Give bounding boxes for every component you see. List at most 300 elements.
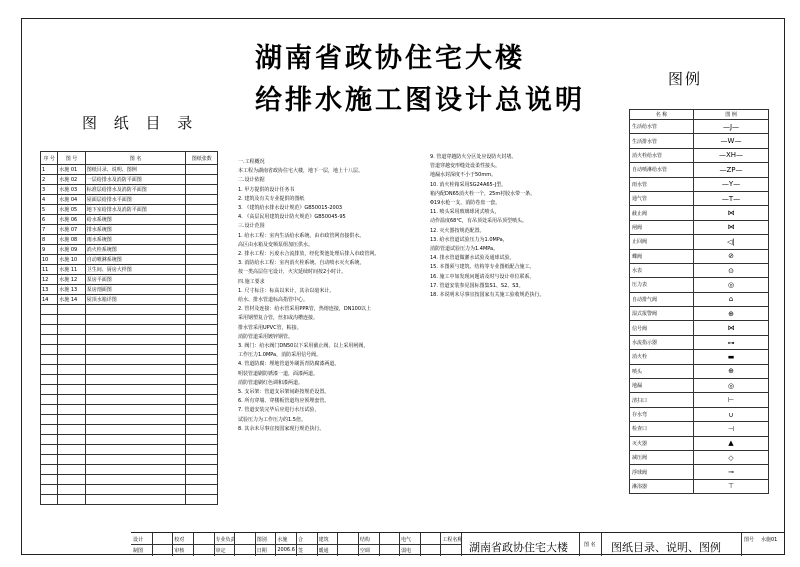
directory-row	[41, 275, 218, 285]
dir-cell-count	[186, 195, 218, 205]
dir-empty-cell	[58, 405, 85, 415]
drawing-name: 图纸目录、说明、图例	[611, 541, 721, 554]
dir-cell-no: 13	[41, 285, 58, 295]
legend-row	[630, 134, 769, 148]
dir-empty-cell	[186, 445, 218, 455]
note-line: 2. 排水工程：污废水合流排放，经化粪池处理后排入市政管网。	[238, 251, 380, 258]
legend-title: 图例	[668, 70, 703, 88]
legend-row	[630, 465, 769, 479]
note-line: 一.工程概况	[238, 159, 265, 165]
legend-symbol-icon: ⌂	[694, 292, 769, 306]
legend-item-name: 通气管	[630, 191, 694, 205]
legend-symbol-icon: ▲	[694, 436, 769, 450]
dir-cell-no: 2	[41, 175, 58, 185]
note-line: 6. 所有穿墙、穿楼板管道均应预埋套管。	[238, 398, 330, 405]
dir-empty-cell	[41, 485, 58, 495]
directory-empty-row	[41, 305, 218, 315]
directory-row	[41, 175, 218, 185]
dir-empty-cell	[186, 325, 218, 335]
dir-empty-cell	[41, 465, 58, 475]
directory-empty-row	[41, 375, 218, 385]
legend-row	[630, 379, 769, 393]
dir-cell-name: 给水系统图	[85, 215, 186, 225]
dir-empty-cell	[186, 305, 218, 315]
dir-empty-cell	[58, 445, 85, 455]
dir-empty-cell	[58, 455, 85, 465]
legend-symbol-icon: ⊕	[694, 364, 769, 378]
directory-row	[41, 265, 218, 275]
directory-row	[41, 225, 218, 235]
legend-item-name: 蝶阀	[630, 249, 694, 263]
dir-empty-cell	[85, 375, 186, 385]
dir-empty-cell	[186, 385, 218, 395]
legend-row	[630, 249, 769, 263]
dir-empty-cell	[186, 315, 218, 325]
legend-row	[630, 263, 769, 277]
dir-cell-no: 9	[41, 245, 58, 255]
dir-empty-cell	[85, 475, 186, 485]
legend-item-name: 地漏	[630, 379, 694, 393]
directory-empty-row	[41, 335, 218, 345]
dir-cell-count	[186, 185, 218, 195]
legend-item-name: 自动喷淋给水管	[630, 163, 694, 177]
dir-cell-code: 水施 07	[58, 225, 85, 235]
note-line: 四.施工要求	[238, 278, 265, 285]
note-line: 14. 排水管道做灌水试验及通球试验。	[430, 255, 515, 262]
note-line: 给水、排水管道标高指管中心。	[238, 297, 309, 304]
legend-row	[630, 163, 769, 177]
legend-row	[630, 350, 769, 364]
dir-empty-cell	[186, 495, 218, 505]
tb-divider	[379, 533, 380, 556]
dir-empty-cell	[85, 365, 186, 375]
dir-cell-code: 水施 13	[58, 285, 85, 295]
dir-empty-cell	[85, 495, 186, 505]
dir-empty-cell	[186, 485, 218, 495]
note-line: 明装管道刷防锈漆一道，面漆两道。	[238, 370, 319, 377]
note-line: 15. 本图须与建筑、结构等专业图纸配合施工。	[430, 264, 535, 271]
tb-divider	[399, 533, 400, 556]
dir-empty-cell	[186, 405, 218, 415]
dir-empty-cell	[41, 325, 58, 335]
directory-row	[41, 295, 218, 305]
note-line: 按一类高层住宅设计，火灾延续时间按2小时计。	[238, 269, 347, 276]
directory-row	[41, 215, 218, 225]
dir-cell-no: 1	[41, 165, 58, 175]
legend-item-name: 止回阀	[630, 235, 694, 249]
directory-row	[41, 235, 218, 245]
tb-divider	[579, 533, 580, 556]
legend-item-name: 消火栓给水管	[630, 148, 694, 162]
dir-cell-code: 水施 09	[58, 245, 85, 255]
dir-cell-no: 14	[41, 295, 58, 305]
directory-empty-row	[41, 445, 218, 455]
dir-cell-name: 屋顶水箱详图	[85, 295, 186, 305]
dir-body	[41, 165, 218, 505]
note-line: 3. 消防给水工程：室内消火栓系统、自动喷水灭火系统，	[238, 260, 365, 267]
dir-cell-no: 5	[41, 205, 58, 215]
tb-field: 制图	[133, 548, 144, 554]
legend-item-name: 减压阀	[630, 450, 694, 464]
tb-field: 工程名称	[442, 537, 463, 543]
dir-empty-cell	[58, 485, 85, 495]
project-name: 湖南省政协住宅大楼	[469, 541, 568, 554]
legend-item-name: 水表	[630, 263, 694, 277]
document-title: 给排水施工图设计总说明	[255, 85, 585, 116]
directory-row	[41, 185, 218, 195]
dir-empty-cell	[85, 455, 186, 465]
dir-cell-no: 4	[41, 195, 58, 205]
legend-item-name: 清扫口	[630, 393, 694, 407]
legend-item-name: 灭火器	[630, 436, 694, 450]
note-line: 高区由水箱及变频泵组加压供水。	[238, 241, 314, 248]
legend-row	[630, 292, 769, 306]
legend-symbol-icon: ◎	[694, 379, 769, 393]
tb-divider	[193, 533, 194, 556]
legend-row	[630, 307, 769, 321]
sheet-label: 图号	[744, 537, 755, 543]
legend-symbol-icon: ⋈	[694, 321, 769, 335]
note-line: 10. 消火栓箱采用SG24A65-J型。	[430, 181, 507, 188]
note-line: 16. 施工中如发现问题请及时与设计单位联系。	[430, 273, 535, 280]
dir-empty-cell	[41, 455, 58, 465]
legend-row	[630, 364, 769, 378]
dir-empty-cell	[41, 315, 58, 325]
note-line: 地漏水封深度不小于50mm。	[430, 172, 497, 179]
dir-empty-cell	[85, 325, 186, 335]
directory-title: 图 纸 目 录	[82, 114, 199, 132]
tb-field: 暖通	[318, 548, 329, 554]
tb-field: 弱电	[401, 548, 412, 554]
dir-empty-cell	[41, 405, 58, 415]
project-title: 湖南省政协住宅大楼	[255, 43, 525, 74]
dir-cell-code: 水施 11	[58, 265, 85, 275]
legend-symbol-icon: —ZP—	[694, 163, 769, 177]
legend-symbol-icon: —W—	[694, 134, 769, 148]
dir-cell-code: 水施 01	[58, 165, 85, 175]
dir-empty-cell	[85, 445, 186, 455]
directory-empty-row	[41, 455, 218, 465]
dir-empty-cell	[186, 365, 218, 375]
legend-item-name: 湿式报警阀	[630, 307, 694, 321]
dir-empty-cell	[186, 375, 218, 385]
legend-item-name: 压力表	[630, 278, 694, 292]
dir-empty-cell	[186, 355, 218, 365]
tb-field: 空调	[359, 548, 370, 554]
tb-field: 审核	[174, 548, 185, 554]
note-line: 5. 支吊架：管道支吊架间距按规范设置。	[238, 389, 330, 396]
legend-body	[630, 120, 769, 494]
dir-empty-cell	[41, 445, 58, 455]
dir-empty-cell	[58, 355, 85, 365]
tb-field: 建筑	[318, 537, 329, 543]
tb-divider	[317, 533, 318, 556]
legend-symbol-icon: —Y—	[694, 177, 769, 191]
legend-row	[630, 422, 769, 436]
dir-header-no: 序 号	[41, 152, 58, 165]
note-line: 采用钢塑复合管，丝扣或沟槽连接。	[238, 315, 319, 322]
legend-item-name: 存水弯	[630, 407, 694, 421]
dir-cell-name: 消火栓系统图	[85, 245, 186, 255]
dir-empty-cell	[85, 315, 186, 325]
tb-divider	[296, 533, 297, 556]
dir-empty-cell	[186, 345, 218, 355]
dir-empty-cell	[41, 495, 58, 505]
legend-item-name: 喷头	[630, 364, 694, 378]
dir-empty-cell	[85, 395, 186, 405]
legend-item-name: 信号阀	[630, 321, 694, 335]
directory-row	[41, 245, 218, 255]
directory-empty-row	[41, 315, 218, 325]
title-block	[131, 532, 785, 556]
note-line: 3. 阀门：给水阀门DN50以下采用截止阀，以上采用闸阀，	[238, 343, 369, 350]
legend-symbol-icon: ⊘	[694, 249, 769, 263]
dir-cell-no: 12	[41, 275, 58, 285]
note-line: 排水管采用UPVC管，粘接。	[238, 324, 302, 331]
dir-empty-cell	[85, 385, 186, 395]
dir-cell-name: 泵房平面图	[85, 275, 186, 285]
note-line: 4. 管道防腐：埋地管道外刷沥青防腐漆两道。	[238, 361, 340, 368]
dir-empty-cell	[85, 435, 186, 445]
note-line: 工作压力1.0MPa，消防采用信号阀。	[238, 352, 322, 359]
dir-empty-cell	[186, 475, 218, 485]
dir-empty-cell	[85, 355, 186, 365]
dir-cell-code: 水施 14	[58, 295, 85, 305]
dir-empty-cell	[58, 385, 85, 395]
dir-empty-cell	[41, 425, 58, 435]
note-line: 动作温度68℃，有吊顶处采用吊顶型喷头。	[430, 218, 527, 225]
legend-row	[630, 148, 769, 162]
dir-cell-code: 水施 10	[58, 255, 85, 265]
legend-item-name: 水流指示器	[630, 335, 694, 349]
note-line: 消防管道采用镀锌钢管。	[238, 333, 294, 340]
dir-cell-count	[186, 225, 218, 235]
dir-cell-code: 水施 06	[58, 215, 85, 225]
legend-symbol-icon: ◁|	[694, 235, 769, 249]
note-line: 消防管道刷红色调和漆两道。	[238, 379, 304, 386]
sheet-number: 水施01	[761, 537, 778, 543]
note-line: 3. 《建筑给水排水设计规范》GB50015-2003	[238, 205, 343, 212]
dir-cell-name: 标准层给排水及消防平面图	[85, 185, 186, 195]
dir-header-code: 图 号	[58, 152, 85, 165]
dir-cell-count	[186, 265, 218, 275]
note-line: 18. 本说明未尽事宜按国家有关施工验收规范执行。	[430, 292, 545, 299]
dir-empty-cell	[41, 375, 58, 385]
legend-item-name: 检查口	[630, 422, 694, 436]
dir-empty-cell	[58, 365, 85, 375]
dir-empty-cell	[58, 475, 85, 485]
directory-empty-row	[41, 475, 218, 485]
legend-symbol-icon: —J—	[694, 120, 769, 134]
dir-cell-count	[186, 205, 218, 215]
dir-cell-name: 排水系统图	[85, 225, 186, 235]
note-line: 三.设计范围	[238, 223, 265, 230]
tb-divider	[152, 533, 153, 556]
legend-row	[630, 479, 769, 493]
legend-item-name: 闸阀	[630, 220, 694, 234]
note-line: 管道穿越变形缝处设柔性接头。	[430, 163, 501, 170]
dir-empty-cell	[58, 465, 85, 475]
legend-symbol-icon: ◎	[694, 278, 769, 292]
note-line: 7. 管道安装完毕后应进行水压试验，	[238, 407, 320, 414]
dir-empty-cell	[58, 395, 85, 405]
tb-divider	[337, 533, 338, 556]
dir-cell-name: 雨水系统图	[85, 235, 186, 245]
tb-field: 电气	[401, 537, 412, 543]
tb-field: 设计	[133, 537, 144, 543]
tb-field: 日期	[256, 548, 267, 554]
dir-empty-cell	[186, 415, 218, 425]
design-notes-left	[238, 158, 379, 434]
dir-empty-cell	[85, 415, 186, 425]
note-line: 本工程为湖南省政协住宅大楼，地下一层，地上十八层。	[238, 168, 364, 175]
dir-empty-cell	[186, 425, 218, 435]
legend-symbol-icon: ⊸	[694, 465, 769, 479]
dir-cell-name: 地下室给排水及消防平面图	[85, 205, 186, 215]
design-notes-right	[430, 153, 545, 300]
legend-row	[630, 450, 769, 464]
dir-empty-cell	[41, 475, 58, 485]
dir-empty-cell	[58, 315, 85, 325]
legend-item-name: 消火栓	[630, 350, 694, 364]
directory-empty-row	[41, 415, 218, 425]
legend-symbol-icon: ⊕	[694, 307, 769, 321]
dir-empty-cell	[186, 465, 218, 475]
directory-empty-row	[41, 465, 218, 475]
dir-cell-name: 卫生间、厨房大样图	[85, 265, 186, 275]
dir-cell-count	[186, 215, 218, 225]
dir-empty-cell	[186, 395, 218, 405]
directory-row	[41, 205, 218, 215]
legend-header-name: 名 称	[630, 110, 694, 120]
drawing-name-label: 图 名	[584, 542, 596, 548]
dir-empty-cell	[85, 335, 186, 345]
dir-empty-cell	[41, 415, 58, 425]
dir-cell-no: 10	[41, 255, 58, 265]
dir-cell-name: 一层给排水及消防平面图	[85, 175, 186, 185]
legend-row	[630, 335, 769, 349]
tb-divider	[461, 533, 462, 556]
dir-cell-no: 8	[41, 235, 58, 245]
directory-empty-row	[41, 395, 218, 405]
dir-empty-cell	[58, 335, 85, 345]
directory-empty-row	[41, 355, 218, 365]
note-line: 8. 其余未尽事宜按国家现行规范执行。	[238, 425, 325, 432]
note-line: 消防管道试验压力为1.4MPa。	[430, 246, 499, 253]
legend-row	[630, 278, 769, 292]
dir-cell-name: 图纸目录、说明、图例	[85, 165, 186, 175]
legend-symbol-icon: ▬	[694, 350, 769, 364]
dir-cell-count	[186, 275, 218, 285]
directory-row	[41, 255, 218, 265]
tb-divider	[255, 533, 256, 556]
tb-divider	[420, 533, 421, 556]
dir-empty-cell	[58, 375, 85, 385]
dir-cell-code: 水施 08	[58, 235, 85, 245]
directory-row	[41, 285, 218, 295]
dir-cell-count	[186, 295, 218, 305]
dir-cell-no: 6	[41, 215, 58, 225]
directory-empty-row	[41, 485, 218, 495]
dir-cell-code: 水施 02	[58, 175, 85, 185]
dir-cell-no: 3	[41, 185, 58, 195]
tb-field: 审定	[215, 548, 226, 554]
directory-empty-row	[41, 345, 218, 355]
legend-row	[630, 393, 769, 407]
tb-field: 专业负责	[215, 537, 236, 543]
note-line: 11. 喷头采用玻璃球闭式喷头，	[430, 209, 500, 216]
note-line: 试验压力为工作压力的1.5倍。	[238, 416, 306, 423]
tb-divider	[172, 533, 173, 556]
note-line: 2. 建筑及有关专业提供的图纸	[238, 195, 305, 202]
directory-empty-row	[41, 495, 218, 505]
legend-row	[630, 436, 769, 450]
legend-symbol-icon: —XH—	[694, 148, 769, 162]
dir-cell-no: 11	[41, 265, 58, 275]
tb-field: 2006.6	[277, 547, 295, 553]
dir-cell-count	[186, 235, 218, 245]
dir-cell-no: 7	[41, 225, 58, 235]
dir-empty-cell	[85, 305, 186, 315]
dir-cell-count	[186, 165, 218, 175]
tb-divider	[358, 533, 359, 556]
legend-symbol-icon: ∪	[694, 407, 769, 421]
dir-empty-cell	[41, 305, 58, 315]
dir-empty-cell	[41, 355, 58, 365]
dir-header-count: 图纸张数	[186, 152, 218, 165]
legend-table	[629, 109, 769, 494]
dir-empty-cell	[41, 345, 58, 355]
dir-empty-cell	[85, 465, 186, 475]
directory-empty-row	[41, 385, 218, 395]
dir-empty-cell	[58, 435, 85, 445]
note-line: 箱内配DN65消火栓一个，25m衬胶水带一条。	[430, 190, 536, 197]
dir-empty-cell	[58, 415, 85, 425]
note-line: 9. 管道穿越防火分区处应设防火封堵。	[430, 154, 517, 160]
dir-empty-cell	[186, 455, 218, 465]
legend-symbol-icon: ⊢	[694, 393, 769, 407]
note-line: 17. 管道安装参见国标图集S1、S2、S3。	[430, 282, 524, 289]
legend-item-name: 生活排水管	[630, 134, 694, 148]
dir-empty-cell	[186, 335, 218, 345]
note-line: 二.设计依据	[238, 177, 265, 184]
legend-item-name: 浮球阀	[630, 465, 694, 479]
dir-empty-cell	[41, 395, 58, 405]
legend-item-name: 淋浴器	[630, 479, 694, 493]
note-line: 1. 尺寸标注：标高以米计，其余以毫米计。	[238, 287, 335, 294]
legend-item-name: 自动排气阀	[630, 292, 694, 306]
dir-empty-cell	[58, 345, 85, 355]
dir-empty-cell	[85, 405, 186, 415]
legend-symbol-icon: ◇	[694, 450, 769, 464]
note-line: 1. 给水工程：室内生活给水系统，由市政管网直接供水。	[238, 232, 365, 239]
dir-empty-cell	[41, 365, 58, 375]
dir-empty-cell	[85, 425, 186, 435]
legend-symbol-icon: ⋈	[694, 220, 769, 234]
dir-empty-cell	[41, 435, 58, 445]
directory-empty-row	[41, 435, 218, 445]
tb-field: 签	[298, 548, 304, 554]
legend-row	[630, 407, 769, 421]
legend-symbol-icon: ⊙	[694, 263, 769, 277]
dir-cell-count	[186, 245, 218, 255]
tb-divider	[741, 533, 742, 556]
tb-divider	[214, 533, 215, 556]
dir-empty-cell	[58, 305, 85, 315]
dir-empty-cell	[58, 495, 85, 505]
note-line: 2. 管材及连接：给水管采用PPR管，热熔连接，DN100以上	[238, 306, 372, 313]
tb-field: 结构	[359, 537, 370, 543]
